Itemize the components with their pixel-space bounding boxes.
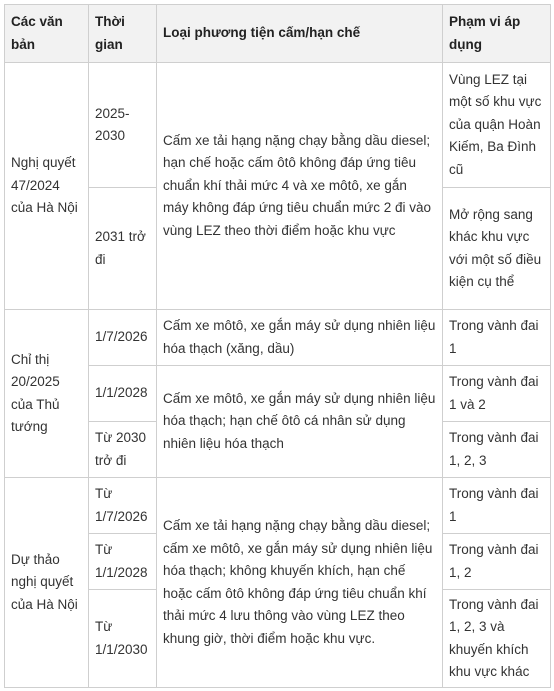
time-cell: 1/1/2028 — [89, 366, 157, 422]
table-row — [5, 478, 551, 534]
table-row — [5, 310, 551, 366]
table-row — [5, 63, 551, 188]
time-cell: Từ 1/1/2028 — [89, 534, 157, 590]
vehicle-type-cell: Cấm xe môtô, xe gắn máy sử dụng nhiên liệu hóa thạch (xăng, dầu) — [157, 310, 443, 366]
time-cell: Từ 2030 trở đi — [89, 422, 157, 478]
time-cell: Từ 1/7/2026 — [89, 478, 157, 534]
regulation-table — [4, 4, 551, 688]
header-row — [5, 5, 551, 63]
document-name: Chỉ thị 20/2025 của Thủ tướng — [5, 310, 89, 478]
document-name: Nghị quyết 47/2024 của Hà Nội — [5, 63, 89, 310]
time-cell: 2031 trở đi — [89, 188, 157, 310]
header-documents: Các văn bản — [5, 5, 89, 63]
header-scope: Phạm vi áp dụng — [443, 5, 551, 63]
time-cell: 2025-2030 — [89, 63, 157, 188]
scope-cell: Trong vành đai 1 và 2 — [443, 366, 551, 422]
scope-cell: Vùng LEZ tại một số khu vực của quận Hoàn Kiếm, Ba Đình cũ — [443, 63, 551, 188]
scope-cell: Trong vành đai 1 — [443, 478, 551, 534]
time-cell: 1/7/2026 — [89, 310, 157, 366]
scope-cell: Trong vành đai 1, 2 — [443, 534, 551, 590]
vehicle-type-cell: Cấm xe tải hạng nặng chạy bằng dầu diesel; hạn chế hoặc cấm ôtô không đáp ứng tiêu chuẩn khí thải mức 4 và xe môtô, xe gắn máy không đáp ứng tiêu chuẩn mức 2 đi vào vùng LEZ theo thời điểm hoặc khu vực — [157, 63, 443, 310]
header-time: Thời gian — [89, 5, 157, 63]
scope-cell: Trong vành đai 1, 2, 3 — [443, 422, 551, 478]
scope-cell: Trong vành đai 1, 2, 3 và khuyến khích khu vực khác — [443, 590, 551, 688]
header-vehicle-type: Loại phương tiện cấm/hạn chế — [157, 5, 443, 63]
time-cell: Từ 1/1/2030 — [89, 590, 157, 688]
vehicle-type-cell: Cấm xe môtô, xe gắn máy sử dụng nhiên liệu hóa thạch; hạn chế ôtô cá nhân sử dụng nhiên liệu hóa thạch — [157, 366, 443, 478]
document-name: Dự thảo nghị quyết của Hà Nội — [5, 478, 89, 688]
scope-cell: Mở rộng sang khác khu vực với một số điều kiện cụ thể — [443, 188, 551, 310]
vehicle-type-cell: Cấm xe tải hạng nặng chạy bằng dầu diesel; cấm xe môtô, xe gắn máy sử dụng nhiên liệu hóa thạch; không khuyến khích, hạn chế hoặc cấm ôtô không đáp ứng tiêu chuẩn khí thải mức 4 lưu thông vào vùng LEZ theo khung giờ, thời điểm hoặc khu vực. — [157, 478, 443, 688]
scope-cell: Trong vành đai 1 — [443, 310, 551, 366]
